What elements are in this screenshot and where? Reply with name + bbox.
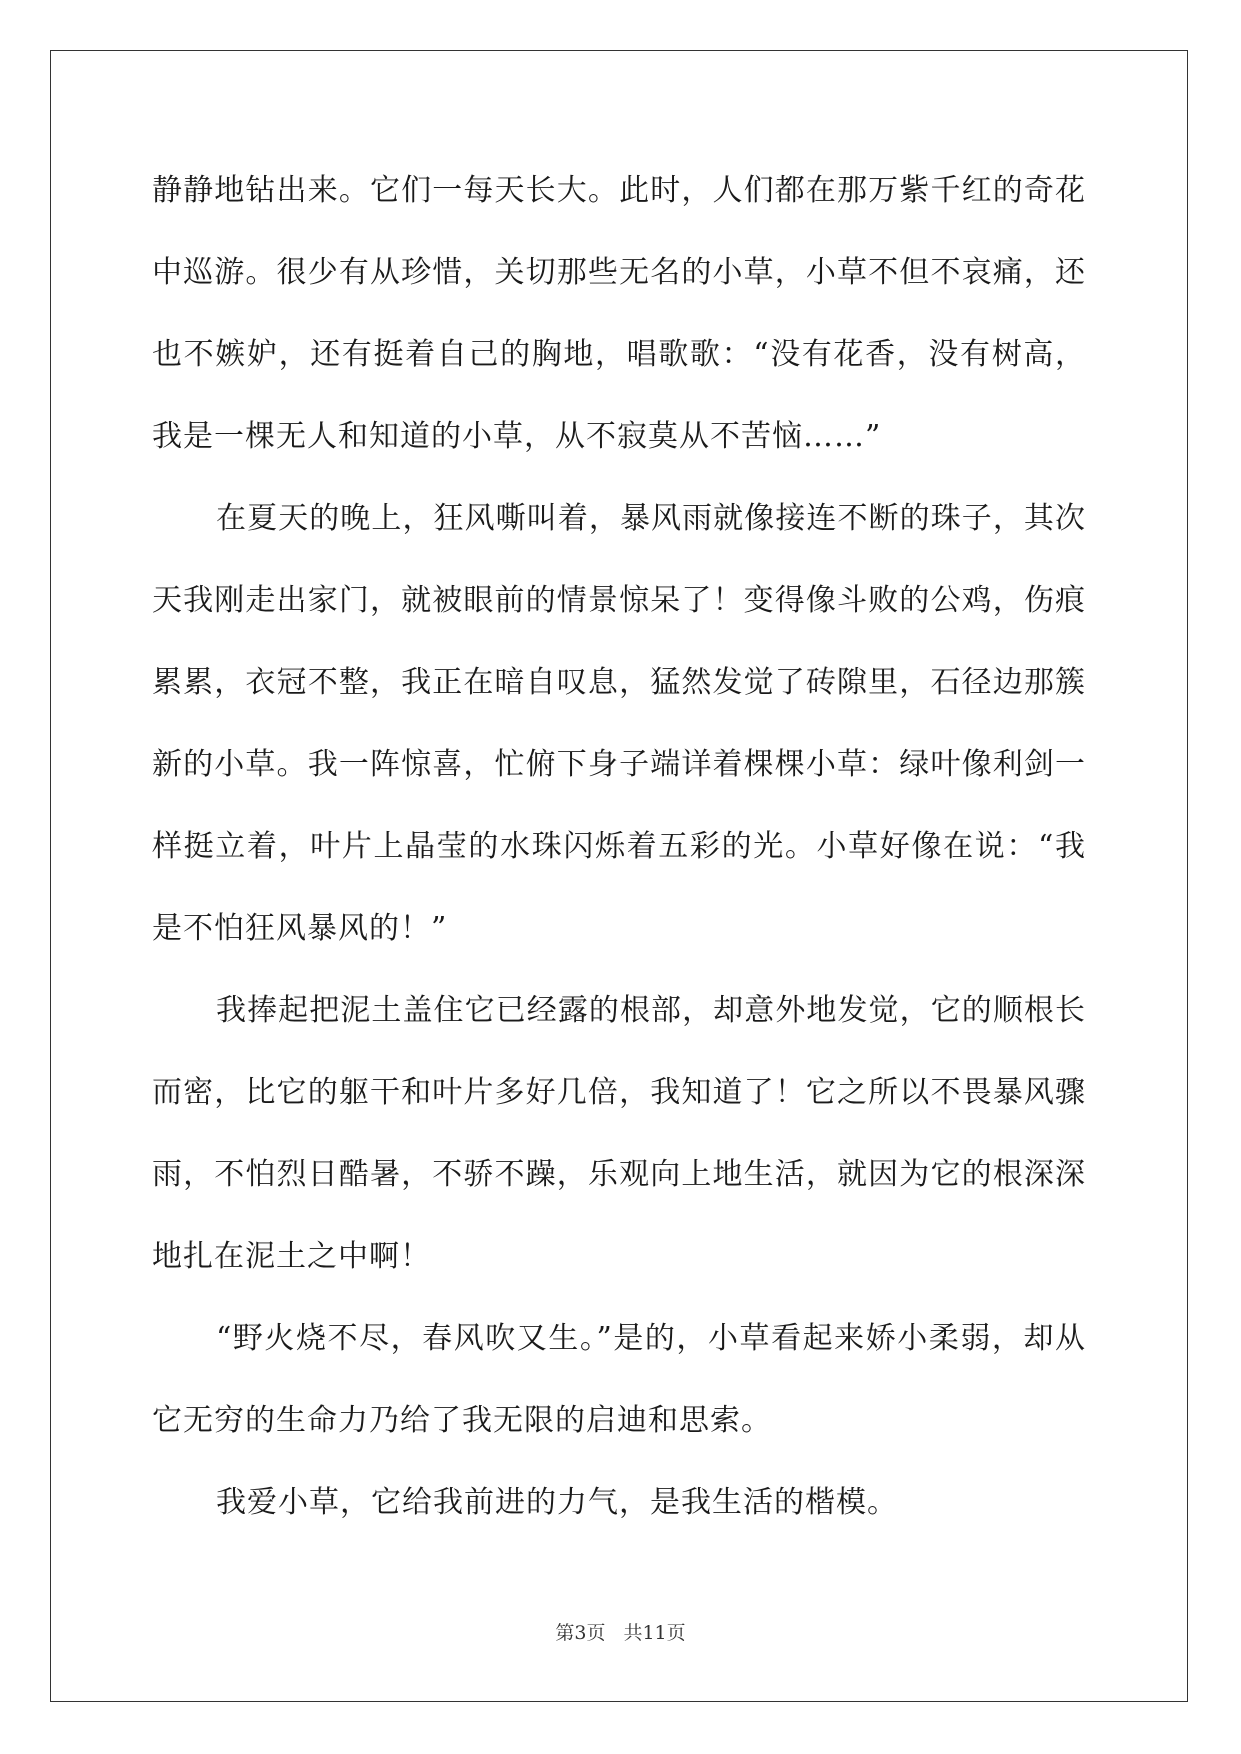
page-footer bbox=[0, 1618, 1241, 1645]
page-total: 共11页 bbox=[623, 1622, 686, 1644]
page-number: 第3页 bbox=[555, 1622, 606, 1644]
paragraph-5: 我爱小草，它给我前进的力气，是我生活的楷模。 bbox=[216, 1485, 898, 1520]
paragraph-4: “野火烧不尽，春风吹又生。”是的，小草看起来娇小柔弱，却从它无穷的生命力乃给了我无限的启迪和思索。 bbox=[152, 1321, 1086, 1438]
paragraph-2: 在夏天的晚上，狂风嘶叫着，暴风雨就像接连不断的珠子，其次天我刚走出家门，就被眼前的情景惊呆了！变得像斗败的公鸡，伤痕累累，衣冠不整，我正在暗自叹息，猛然发觉了砖隙里，石径边那簇新的小草。我一阵惊喜，忙俯下身子端详着棵棵小草：绿叶像利剑一样挺立着，叶片上晶莹的水珠闪烁着五彩的光。小草好像在说：“我是不怕狂风暴风的！” bbox=[152, 501, 1086, 946]
paragraph-1: 静静地钻出来。它们一每天长大。此时，人们都在那万紫千红的奇花中巡游。很少有从珍惜，关切那些无名的小草，小草不但不哀痛，还也不嫉妒，还有挺着自己的胸地，唱歌歌：“没有花香，没有树高，我是一棵无人和知道的小草，从不寂莫从不苦恼……” bbox=[152, 173, 1086, 454]
document-body bbox=[152, 150, 1086, 1544]
paragraph-3: 我捧起把泥土盖住它已经露的根部，却意外地发觉，它的顺根长而密，比它的躯干和叶片多好几倍，我知道了！它之所以不畏暴风骤雨，不怕烈日酷暑，不骄不躁，乐观向上地生活，就因为它的根深深地扎在泥土之中啊！ bbox=[152, 993, 1086, 1274]
